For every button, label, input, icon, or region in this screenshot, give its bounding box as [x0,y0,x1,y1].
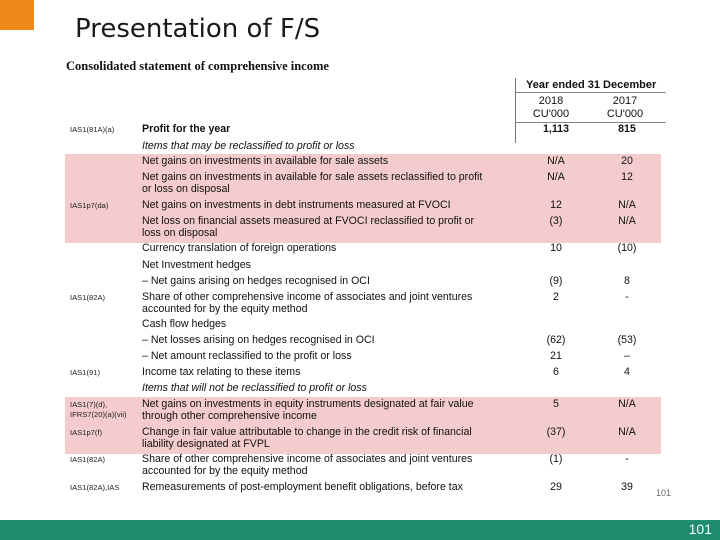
year-2018-header: 2018 [538,95,564,107]
page-number-faint: 101 [656,488,672,498]
unit-2018-header: CU'000 [532,108,570,120]
value-2018: 5 [553,398,559,410]
row-label: Net loss on financial assets measured at FVOCI reclassified to profit or loss on disposal [142,215,475,239]
row-label: Share of other comprehensive income of associates and joint ventures accounted for by the equity method [142,291,473,315]
value-2018: N/A [547,171,565,183]
value-2017: – [624,350,630,362]
reference-label: IAS1(81A)(a) [70,125,115,134]
value-2017: 8 [624,275,630,287]
row-label: Cash flow hedges [142,318,227,330]
value-2018: 2 [553,291,559,303]
header-divider [516,92,666,93]
reference-label: IAS1p7(f) [70,428,103,437]
reference-label: IAS1(7)(d), IFRS7(20)(a)(vii) [70,400,127,419]
row-label: Remeasurements of post-employment benefit obligations, before tax [142,481,463,493]
value-2017: 39 [621,481,633,493]
row-label: – Net losses arising on hedges recognised in OCI [142,334,375,346]
value-2018: (3) [549,215,563,227]
value-2018: (37) [546,426,566,438]
statement-document [60,56,665,498]
value-2018: (62) [546,334,566,346]
value-2017: 12 [621,171,633,183]
value-2018: 12 [550,199,562,211]
value-2018: 21 [550,350,562,362]
value-2018: 1,113 [543,123,569,135]
row-label: Net gains on investments in debt instruments measured at FVOCI [142,199,451,211]
value-2017: N/A [618,199,636,211]
unit-2017-header: CU'000 [606,108,644,120]
value-2018: (1) [549,453,563,465]
value-2017: 815 [618,123,636,135]
slide-title: Presentation of F/S [75,14,321,44]
value-2017: - [625,291,629,303]
row-label: Income tax relating to these items [142,366,301,378]
value-2017: - [625,453,629,465]
page-number: 101 [688,521,712,537]
row-label: – Net gains arising on hedges recognised in OCI [142,275,370,287]
value-2017: (53) [617,334,637,346]
value-2018: N/A [547,155,565,167]
accent-corner [0,0,34,30]
year-2017-header: 2017 [612,95,638,107]
footer-bar [0,520,720,540]
row-label: Items that may be reclassified to profit or loss [142,140,355,152]
row-label: Profit for the year [142,123,231,135]
row-label: Net gains on investments in available for sale assets [142,155,389,167]
row-label: Net gains on investments in equity instruments designated at fair value through other comprehensive income [142,398,474,422]
row-label: – Net amount reclassified to the profit or loss [142,350,352,362]
value-2017: 20 [621,155,633,167]
row-label: Currency translation of foreign operations [142,242,337,254]
statement-title: Consolidated statement of comprehensive income [66,59,329,73]
header-divider-bottom [516,122,666,123]
value-2018: 29 [550,481,562,493]
period-label: Year ended 31 December [526,79,657,91]
value-2017: N/A [618,426,636,438]
reference-label: IAS1(82A) [70,293,106,302]
value-2018: (9) [549,275,563,287]
row-label: Net gains on investments in available for sale assets reclassified to profit or loss on disposal [142,171,483,195]
value-2018: 10 [550,242,562,254]
value-2017: (10) [617,242,637,254]
row-label: Net Investment hedges [142,259,251,271]
reference-label: IAS1(82A),IAS [70,483,120,492]
row-label: Share of other comprehensive income of associates and joint ventures accounted for by the equity method [142,453,473,477]
value-2018: 6 [553,366,559,378]
reference-label: IAS1p7(da) [70,201,109,210]
value-2017: N/A [618,398,636,410]
row-label: Change in fair value attributable to change in the credit risk of financial liability designated at FVPL [142,426,472,450]
reference-label: IAS1(91) [70,368,100,377]
row-label: Items that will not be reclassified to profit or loss [142,382,367,394]
value-2017: 4 [624,366,630,378]
value-2017: N/A [618,215,636,227]
reference-label: IAS1(82A) [70,455,106,464]
